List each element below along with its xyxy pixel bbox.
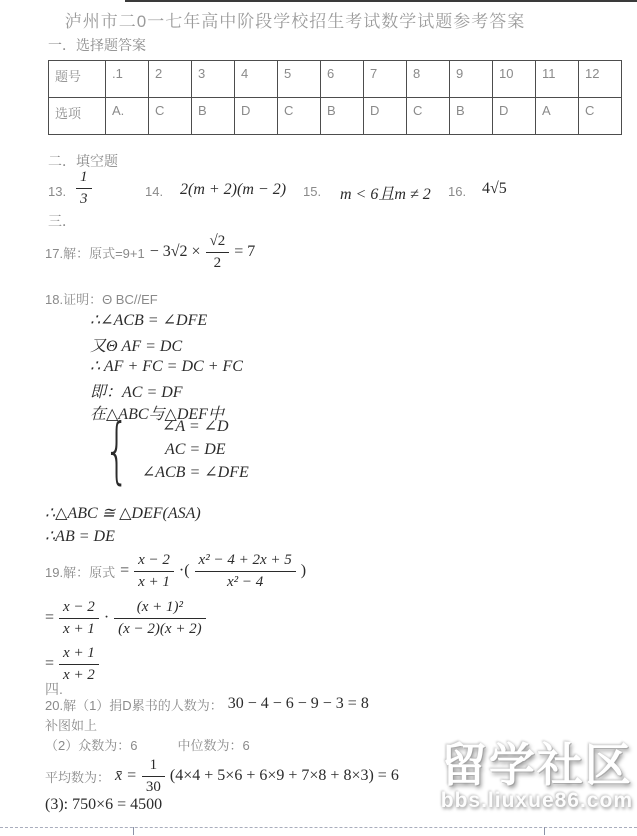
q20-mean-frac-den: 30 bbox=[145, 778, 161, 795]
q13-fraction-numerator: 1 bbox=[76, 168, 92, 189]
answer-option-cell: D bbox=[364, 98, 407, 135]
q18-step-1: ∴∠ACB = ∠DFE bbox=[90, 312, 208, 329]
q16-number: 16. bbox=[448, 184, 467, 199]
question-number-cell: 7 bbox=[364, 61, 407, 98]
q18-system-line-2: AC = DE bbox=[164, 441, 226, 458]
q20-mean-label: 平均数为： bbox=[45, 769, 111, 785]
answer-table bbox=[48, 60, 622, 135]
q18-label: 18.证明：Θ BC//EF bbox=[45, 292, 158, 307]
q19-close-paren: ) bbox=[300, 562, 307, 579]
bottom-dashed-rule bbox=[0, 827, 637, 828]
header-label-cell: 题号 bbox=[49, 61, 106, 98]
q20-part1-math: 30 − 4 − 6 − 9 − 3 = 8 bbox=[227, 695, 369, 712]
answer-option-cell: D bbox=[493, 98, 536, 135]
q19-fraction-1b bbox=[195, 551, 296, 592]
answer-option-cell: C bbox=[149, 98, 192, 135]
answer-option-cell: A bbox=[536, 98, 579, 135]
q19-fraction-3 bbox=[59, 644, 99, 685]
answer-option-cell: B bbox=[450, 98, 493, 135]
options-label-cell: 选项 bbox=[49, 98, 106, 135]
q19-equals-2: = bbox=[45, 609, 55, 626]
q17-fraction-denominator: 2 bbox=[213, 254, 222, 271]
q20-part1-line bbox=[45, 694, 369, 714]
top-rule bbox=[125, 0, 637, 2]
q19-label: 19.解：原式 bbox=[45, 564, 116, 580]
q20-mean-frac-num: 1 bbox=[142, 756, 165, 777]
q19-frac2b-den: (x − 2)(x + 2) bbox=[118, 620, 202, 637]
q18-conclusion-2: ∴AB = DE bbox=[45, 528, 115, 545]
q13-answer-fraction bbox=[76, 168, 92, 209]
question-number-cell: 4 bbox=[235, 61, 278, 98]
question-number-cell: 5 bbox=[278, 61, 321, 98]
q17-solution-line bbox=[45, 230, 255, 274]
stats-section-heading: 四. bbox=[45, 681, 63, 697]
watermark-text: 留学社区 bbox=[440, 739, 633, 791]
q17-label: 17.解：原式=9+1 bbox=[45, 245, 145, 261]
blank-section-heading: 二．填空题 bbox=[48, 153, 118, 169]
q13-number: 13. bbox=[48, 184, 67, 199]
q19-frac1b-den: x² − 4 bbox=[227, 573, 264, 590]
q20-mean-lhs: x̄ = bbox=[115, 767, 137, 784]
q20-mean-line bbox=[45, 755, 399, 797]
q19-dot: · bbox=[103, 609, 110, 626]
q20-median: 中位数为：6 bbox=[177, 737, 250, 753]
q19-equals-1: = bbox=[120, 562, 130, 579]
q20-mean-fraction bbox=[142, 756, 165, 797]
q15-answer: m < 6且m ≠ 2 bbox=[340, 186, 431, 203]
answer-option-cell: A. bbox=[106, 98, 149, 135]
q19-frac2a-num: x − 2 bbox=[59, 598, 99, 619]
q18-step-5: 在△ABC与△DEF中 bbox=[90, 406, 224, 423]
q20-mode: （2）众数为：6 bbox=[45, 737, 138, 753]
question-number-cell: 3 bbox=[192, 61, 235, 98]
q13-fraction-denominator: 3 bbox=[80, 190, 88, 207]
page-title: 泸州市二0一七年高中阶段学校招生考试数学试题参考答案 bbox=[64, 12, 526, 31]
q20-mean-rhs: (4×4 + 5×6 + 6×9 + 7×8 + 8×3) = 6 bbox=[169, 767, 399, 784]
q19-fraction-2a bbox=[59, 598, 99, 639]
left-brace-symbol: { bbox=[104, 408, 130, 492]
solution-section-heading: 三． bbox=[48, 213, 76, 229]
q17-expression: − 3√2 × bbox=[149, 243, 201, 260]
q19-frac3-den: x + 2 bbox=[63, 666, 95, 683]
watermark bbox=[440, 739, 633, 812]
table-row-options bbox=[49, 98, 622, 135]
question-number-cell: 2 bbox=[149, 61, 192, 98]
q17-fraction bbox=[206, 232, 230, 273]
answer-option-cell: C bbox=[278, 98, 321, 135]
question-number-cell: 10 bbox=[493, 61, 536, 98]
q19-line-1 bbox=[45, 548, 306, 594]
q19-equals-3: = bbox=[45, 655, 55, 672]
q16-answer: 4√5 bbox=[482, 180, 507, 197]
answer-option-cell: C bbox=[407, 98, 450, 135]
q18-step-4: 即：AC = DF bbox=[90, 384, 183, 401]
table-row-numbers bbox=[49, 61, 622, 98]
q20-part2-line bbox=[45, 734, 250, 754]
question-number-cell: 8 bbox=[407, 61, 450, 98]
answer-option-cell: B bbox=[192, 98, 235, 135]
question-number-cell: 11 bbox=[536, 61, 579, 98]
q17-fraction-numerator: √2 bbox=[206, 232, 230, 253]
q15-number: 15. bbox=[303, 184, 322, 199]
q18-system-lines bbox=[142, 417, 249, 483]
q18-conclusion-1: ∴△ABC ≅ △DEF(ASA) bbox=[45, 505, 201, 522]
q20-part3: (3): 750×6 = 4500 bbox=[45, 796, 163, 813]
q19-frac1b-num: x² − 4 + 2x + 5 bbox=[195, 551, 296, 572]
choice-section-heading: 一．选择题答案 bbox=[48, 37, 146, 53]
q19-fraction-2b bbox=[114, 598, 206, 639]
question-number-cell: 12 bbox=[579, 61, 622, 98]
rule-tick-right bbox=[544, 827, 545, 835]
answer-option-cell: D bbox=[235, 98, 278, 135]
q19-frac1a-num: x − 2 bbox=[134, 551, 174, 572]
rule-tick-left bbox=[133, 827, 134, 835]
q18-step-3: ∴ AF + FC = DC + FC bbox=[90, 358, 243, 375]
q19-fraction-1a bbox=[134, 551, 174, 592]
answer-option-cell: C bbox=[579, 98, 622, 135]
question-number-cell: .1 bbox=[106, 61, 149, 98]
q18-step-2: 又Θ AF = DC bbox=[90, 338, 183, 355]
q19-frac1a-den: x + 1 bbox=[138, 573, 170, 590]
q20-part1-label: 20.解（1）捐D累书的人数为： bbox=[45, 697, 223, 713]
question-number-cell: 9 bbox=[450, 61, 493, 98]
q19-frac2a-den: x + 1 bbox=[63, 620, 95, 637]
answer-option-cell: B bbox=[321, 98, 364, 135]
q19-dot-open: ·( bbox=[178, 562, 190, 579]
q18-system-line-1: ∠A = ∠D bbox=[161, 418, 229, 435]
question-number-cell: 6 bbox=[321, 61, 364, 98]
q14-number: 14. bbox=[145, 184, 164, 199]
q17-result: = 7 bbox=[234, 243, 256, 260]
watermark-url: bbs.liuxue86.com bbox=[440, 789, 633, 812]
q14-answer: 2(m + 2)(m − 2) bbox=[180, 181, 287, 198]
q20-note: 补图如上 bbox=[45, 718, 98, 733]
q18-system-line-3: ∠ACB = ∠DFE bbox=[141, 464, 249, 481]
q19-frac2b-num: (x + 1)² bbox=[114, 598, 206, 619]
q19-frac3-num: x + 1 bbox=[59, 644, 99, 665]
q19-line-2 bbox=[45, 595, 206, 641]
